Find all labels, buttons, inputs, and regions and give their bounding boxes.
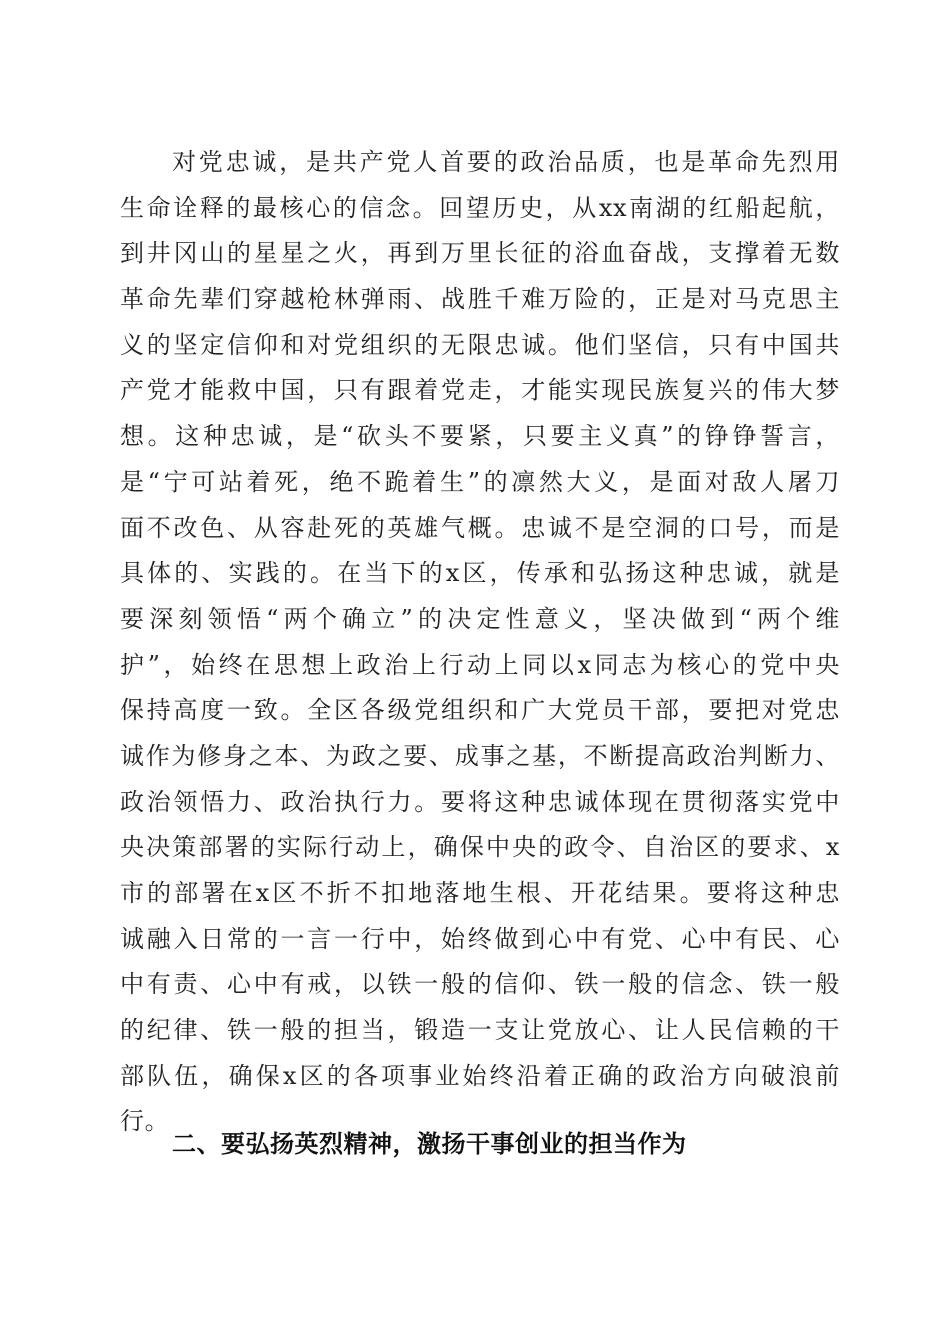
paragraph-line: 部队伍，确保x区的各项事业始终沿着正确的政治方向破浪前 [120,1061,840,1090]
paragraph-line: 生命诠释的最核心的信念。回望历史，从xx南湖的红船起航， [120,193,840,222]
paragraph-line: 革命先辈们穿越枪林弹雨、战胜千难万险的，正是对马克思主 [120,285,840,314]
paragraph-line: 央决策部署的实际行动上，确保中央的政令、自治区的要求、x [120,833,840,862]
paragraph-line: 要深刻领悟“两个确立”的决定性意义，坚决做到“两个维 [120,604,840,633]
section-heading: 二、要弘扬英烈精神，激扬干事创业的担当作为 [172,1130,687,1158]
paragraph-line: 对党忠诚，是共产党人首要的政治品质，也是革命先烈用 [172,148,840,176]
body-paragraph [120,140,840,1145]
paragraph-line: 保持高度一致。全区各级党组织和广大党员干部，要把对党忠 [120,696,840,725]
paragraph-line: 市的部署在x区不折不扣地落地生根、开花结果。要将这种忠 [120,879,840,907]
paragraph-line: 中有责、心中有戒，以铁一般的信仰、铁一般的信念、铁一般 [120,970,840,999]
paragraph-line: 政治领悟力、政治执行力。要将这种忠诚体现在贯彻落实党中 [120,787,840,816]
paragraph-line: 诚作为修身之本、为政之要、成事之基，不断提高政治判断力、 [120,741,840,770]
paragraph-line: 是“宁可站着死，绝不跪着生”的凛然大义，是面对敌人屠刀 [120,467,840,496]
paragraph-line: 面不改色、从容赴死的英雄气概。忠诚不是空洞的口号，而是 [120,513,840,542]
paragraph-line: 的纪律、铁一般的担当，锻造一支让党放心、让人民信赖的干 [120,1016,840,1045]
paragraph-line: 义的坚定信仰和对党组织的无限忠诚。他们坚信，只有中国共 [120,330,840,359]
paragraph-line: 具体的、实践的。在当下的x区，传承和弘扬这种忠诚，就是 [120,559,840,588]
paragraph-line: 行。 [120,1107,170,1136]
paragraph-line: 到井冈山的星星之火，再到万里长征的浴血奋战，支撑着无数 [120,239,840,268]
paragraph-line: 诚融入日常的一言一行中，始终做到心中有党、心中有民、心 [120,924,840,953]
paragraph-line: 产党才能救中国，只有跟着党走，才能实现民族复兴的伟大梦 [120,376,840,405]
paragraph-line: 护”，始终在思想上政治上行动上同以x同志为核心的党中央 [120,650,840,679]
paragraph-line: 想。这种忠诚，是“砍头不要紧，只要主义真”的铮铮誓言， [120,422,840,451]
